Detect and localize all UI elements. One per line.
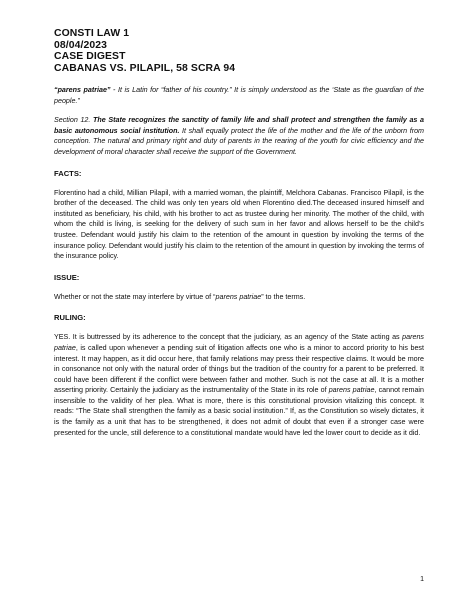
issue-heading: ISSUE: (54, 272, 80, 282)
document-body (54, 28, 424, 438)
section-12-label: Section 12. (54, 116, 94, 125)
ruling-paragraph (54, 332, 424, 438)
definition-text: - It is Latin for “father of his country.” It is simply understood as the ‘State as the guardian of the people.” (54, 86, 424, 105)
ruling-term-1: parens patriae (54, 333, 424, 352)
ruling-text-2: , is called upon whenever a pending suit of litigation affects one who is a minor to accord priority to his best interest. It may happen, as it did occur here, that family relations may press their respective claims. It would be more in consonance not only with the natural order of things but the tradition of the country for a parent to be preferred. It could have been different if the conflict were between father and mother. Such is not the case at all. It is a mother asserting priority. Certainly the judiciary as the instrumentality of the State in its role of (54, 343, 424, 395)
facts-heading: FACTS: (54, 168, 82, 178)
case-title: CABANAS VS. PILAPIL, 58 SCRA 94 (54, 62, 236, 74)
issue-text-after: ” to the terms. (261, 292, 306, 301)
issue-text-before: Whether or not the state may interfere by virtue of “ (54, 292, 216, 301)
ruling-text-3: , cannot remain insensible to the validity of her plea. What is more, there is this constitutional provision vitalizing this concept. It reads: “The State shall strengthen the family as a basic social institution.” If, as the Constitution so wisely dictates, it is the family as a unit that has to be strengthened, it does not admit of doubt that even if a stronger case were presented for the uncle, still deference to a constitutional mandate would have led the lower court to decide as it did. (54, 386, 424, 437)
document-date: 08/04/2023 (54, 39, 108, 51)
section-12-text: It shall equally protect the life of the mother and the life of the unborn from conception. The natural and primary right and duty of parents in the rearing of the youth for civic efficiency and the development of moral character shall receive the support of the Government. (54, 126, 424, 156)
issue-term: parens patriae (215, 292, 262, 301)
ruling-term-2: parens patriae (328, 386, 375, 395)
ruling-heading: RULING: (54, 313, 86, 323)
section-12-paragraph (54, 115, 424, 157)
definition-term: “parens patriae” (54, 86, 111, 94)
issue-paragraph (54, 292, 424, 303)
page-number: 1 (420, 576, 424, 583)
definition-paragraph (54, 85, 424, 106)
facts-paragraph: Florentino had a child, Millian Pilapil, with a married woman, the plaintiff, Melchora Cabanas. Francisco Pilapil, is the brother of the deceased. The child was only ten years old when Florentino died.The deceased insured himself and instituted as beneficiary, his child, with his brother to act as trustee during her minority. The mother of the child, with whom the child is living, is seeking for the delivery of such sum in her favor and allows herself to be the child’s trustee. Defendant would justify his claim to the retention of the amount in question by invoking the terms of the insurance policy. Defendant would justify his claim to the retention of the amount in question by invoking the terms of the insurance policy. (54, 188, 424, 261)
section-12-bold-text: The State recognizes the sanctity of family life and shall protect and strengthen the family as a basic autonomous social institution. (54, 116, 424, 135)
course-title: CONSTI LAW 1 (54, 28, 130, 39)
document-type: CASE DIGEST (54, 51, 126, 62)
ruling-text-1: YES. It is buttressed by its adherence to the concept that the judiciary, as an agency of the State acting as (54, 333, 403, 342)
